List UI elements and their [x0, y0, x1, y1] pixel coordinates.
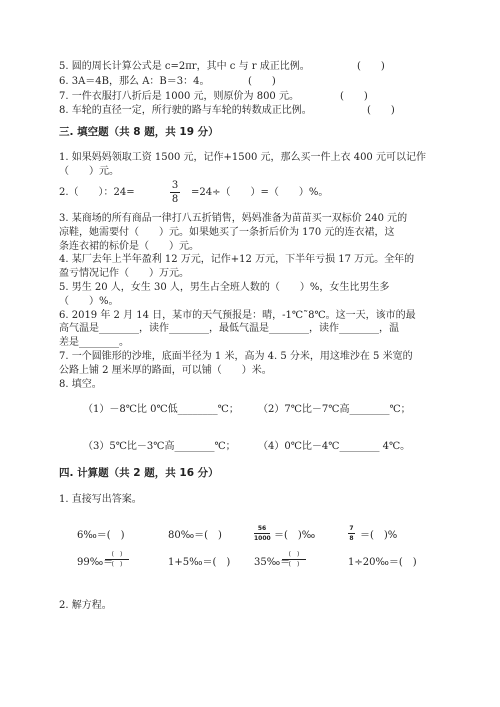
calc-item-7-lead: 35‰＝	[254, 557, 291, 568]
judge-q5	[59, 60, 385, 73]
fill-q7-line2[interactable]: 公路上铺 2 厘米厚的路面，可以铺（ ）米。	[59, 365, 272, 376]
fill-q1-line1: 1. 如果妈妈领取工资 1500 元，记作+1500 元，那么买一件上衣 400 元可以记作	[59, 152, 426, 163]
calc-item-3-denominator: 1000	[254, 535, 271, 542]
calc-item-5-numerator[interactable]: ( )	[111, 551, 123, 558]
fill-q2-part-b[interactable]: =24÷（ ）=（ ）%。	[191, 187, 329, 198]
calc-item-5-fraction[interactable]	[105, 551, 129, 568]
section3-title: 三. 填空题（共 8 题，共 19 分）	[59, 126, 219, 138]
judge-q7	[59, 90, 368, 103]
fill-q6-line3[interactable]: 差是________。	[59, 337, 129, 348]
fill-q4-line2[interactable]: 盈亏情况记作（ ）万元。	[59, 268, 189, 279]
fill-q7-line1: 7. 一个圆锥形的沙堆，底面半径为 1 米，高为 4. 5 分米，用这堆沙在 5 米宽的	[59, 351, 413, 362]
fill-q6-line2[interactable]: 高气温是________，读作________，最低气温是________，读作________，温	[59, 323, 399, 334]
fraction-bar	[170, 192, 180, 193]
fill-q2-fraction	[170, 180, 180, 205]
calc-q2-title: 2. 解方程。	[59, 600, 112, 611]
fraction-bar	[282, 559, 306, 560]
calc-item-5-lead: 99‰＝	[77, 557, 114, 568]
calc-item-3-fraction	[254, 525, 270, 542]
fill-q8-item3[interactable]: （3）5℃比－3℃高________℃；	[83, 441, 236, 452]
calc-item-3-answer[interactable]: ＝( )‰	[274, 530, 316, 541]
fill-q8-item1[interactable]: （1）－8℃比 0℃低________℃；	[83, 404, 239, 415]
judge-q7-answer[interactable]: ( )	[340, 91, 368, 102]
judge-q6-text: 6. 3A＝4B，那么 A：B＝3：4。	[59, 76, 210, 87]
fill-q2-part-a[interactable]: 2.（ ）：24=	[59, 187, 135, 198]
calc-item-7-denominator[interactable]: ( )	[288, 561, 300, 568]
calc-item-8[interactable]: 1÷20‰＝( )	[348, 557, 417, 568]
fraction-bar	[105, 559, 129, 560]
calc-item-3-numerator: 56	[257, 525, 267, 532]
judge-q6	[59, 75, 276, 88]
fill-q2-denominator: 8	[171, 194, 179, 205]
calc-item-4-answer[interactable]: ＝( )%	[360, 530, 398, 541]
judge-q8-answer[interactable]: ( )	[367, 105, 395, 116]
calc-item-4-fraction	[348, 525, 355, 542]
fill-q5-line1[interactable]: 5. 男生 20 人，女生 30 人，男生占全班人数的（ ）%，女生比男生多	[59, 282, 390, 293]
fill-q4-line1: 4. 某厂去年上半年盈利 12 万元，记作+12 万元，下半年亏损 17 万元。全年的	[59, 254, 415, 265]
judge-q5-answer[interactable]: ( )	[357, 61, 385, 72]
calc-item-7-fraction[interactable]	[282, 551, 306, 568]
calc-item-4-denominator: 8	[349, 535, 354, 542]
fill-q3-line1: 3. 某商场的所有商品一律打八五折销售，妈妈准备为苗苗买一双标价 240 元的	[59, 213, 408, 224]
fraction-bar	[348, 533, 355, 534]
calc-item-7-numerator[interactable]: ( )	[288, 551, 300, 558]
judge-q5-text: 5. 圆的周长计算公式是 c=2πr，其中 c 与 r 成正比例。	[59, 61, 310, 72]
fill-q5-line2[interactable]: （ ）%。	[59, 296, 119, 307]
judge-q6-answer[interactable]: ( )	[248, 76, 276, 87]
section4-title: 四. 计算题（共 2 题，共 16 分）	[59, 467, 219, 479]
fill-q1-line2[interactable]: （ ）元。	[59, 166, 119, 177]
judge-q8	[59, 104, 395, 117]
calc-q1-title: 1. 直接写出答案。	[59, 494, 142, 505]
fill-q8-title: 8. 填空。	[59, 379, 102, 390]
calc-item-2[interactable]: 80‰＝( )	[168, 530, 222, 541]
calc-item-5-denominator[interactable]: ( )	[111, 561, 123, 568]
fill-q8-item2[interactable]: （2）7℃比－7℃高________℃；	[258, 404, 411, 415]
fill-q8-item4[interactable]: （4）0℃比－4℃________ 4℃。	[258, 441, 411, 452]
fraction-bar	[254, 533, 270, 534]
calc-item-6[interactable]: 1+5‰＝( )	[168, 557, 231, 568]
fill-q3-line2[interactable]: 凉鞋，她需要付（ ）元。如果她买了一条折后价为 170 元的连衣裙，这	[59, 227, 395, 238]
fill-q2-numerator: 3	[171, 180, 179, 191]
judge-q8-text: 8. 车轮的直径一定，所行驶的路与车轮的转数成正比例。	[59, 105, 312, 116]
judge-q7-text: 7. 一件衣服打八折后是 1000 元，则原价为 800 元。	[59, 91, 299, 102]
fill-q3-line3[interactable]: 条连衣裙的标价是（ ）元。	[59, 241, 199, 252]
calc-item-1[interactable]: 6‰＝( )	[77, 530, 125, 541]
fill-q6-line1: 6. 2019 年 2 月 14 日，某市的天气预报是：晴，-1℃˜8℃。这一天，该市的最	[59, 310, 416, 321]
calc-item-4-numerator: 7	[349, 525, 354, 532]
